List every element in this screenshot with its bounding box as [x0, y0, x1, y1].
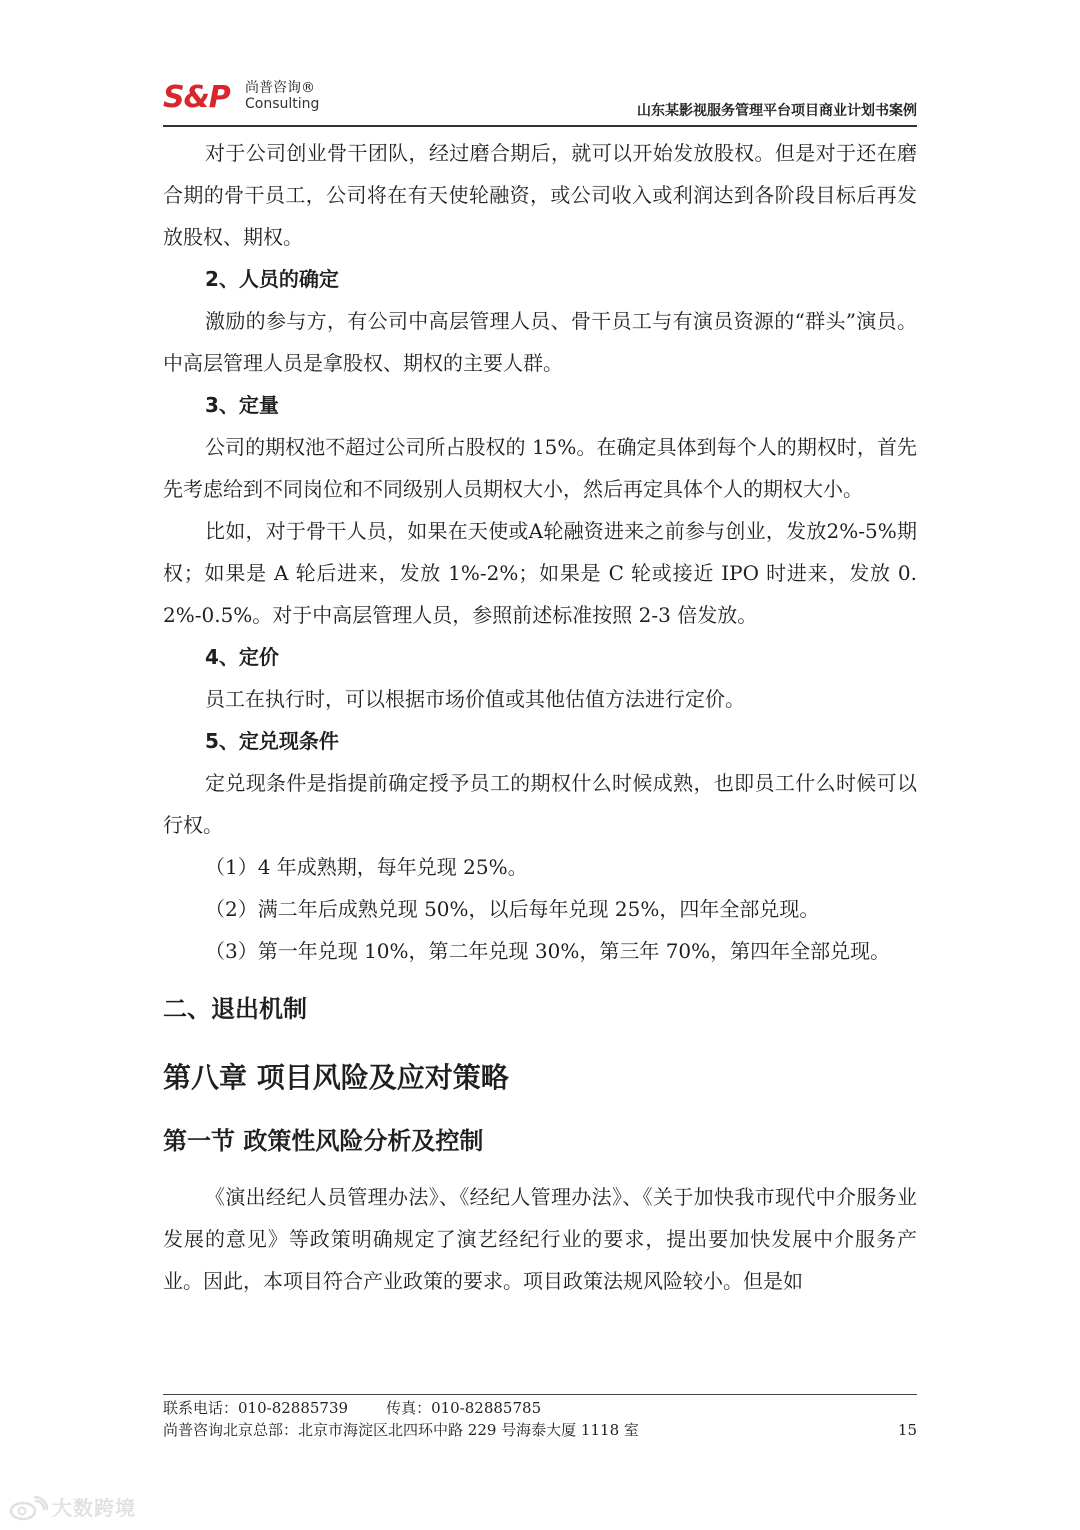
document-body	[163, 132, 917, 1302]
section-title: 第一节 政策性风险分析及控制	[163, 1127, 484, 1155]
list-item: （2）满二年后成熟兑现 50%，以后每年兑现 25%，四年全部兑现。	[205, 897, 820, 921]
list-item: （1）4 年成熟期，每年兑现 25%。	[205, 855, 528, 879]
paragraph-example: 比如，对于骨干人员，如果在天使或A轮融资进来之前参与创业，发放2%-5%期权；如果是 A 轮后进来，发放 1%-2%；如果是 C 轮或接近 IPO 时进来，发放 0.2%-0.5%。对于中高层管理人员，参照前述标准按照 2-3 倍发放。	[163, 519, 917, 627]
chapter-title: 第八章 项目风险及应对策略	[163, 1061, 509, 1094]
header-divider	[163, 125, 917, 127]
heading-vesting: 5、定兑现条件	[205, 729, 339, 753]
watermark-text: 大数跨境	[52, 1496, 136, 1520]
weibo-like-logo-icon	[8, 1495, 48, 1521]
paragraph-founding-team: 对于公司创业骨干团队，经过磨合期后，就可以开始发放股权。但是对于还在磨合期的骨干员工，公司将在有天使轮融资，或公司收入或利润达到各阶段目标后再发放股权、期权。	[163, 141, 917, 249]
list-item: （3）第一年兑现 10%，第二年兑现 30%，第三年 70%，第四年全部兑现。	[205, 939, 891, 963]
paragraph-policy: 《演出经纪人员管理办法》、《经纪人管理办法》、《关于加快我市现代中介服务业发展的意见》等政策明确规定了演艺经纪行业的要求，提出要加快发展中介服务产业。因此，本项目符合产业政策的要求。项目政策法规风险较小。但是如	[163, 1185, 917, 1293]
heading-quantity: 3、定量	[205, 393, 279, 417]
logo-english-name: Consulting	[245, 96, 320, 112]
logo-mark: S&P	[163, 80, 230, 115]
footer-contact	[163, 1398, 579, 1418]
footer-phone: 联系电话：010-82885739	[163, 1399, 349, 1417]
footer-divider	[163, 1394, 917, 1395]
logo-chinese-name: 尚普咨询®	[245, 80, 315, 96]
company-logo	[163, 78, 343, 118]
page-number: 15	[897, 1421, 917, 1439]
paragraph-vesting: 定兑现条件是指提前确定授予员工的期权什么时候成熟，也即员工什么时候可以行权。	[163, 771, 917, 837]
heading-exit-mechanism: 二、退出机制	[163, 995, 307, 1023]
page-header	[163, 76, 917, 126]
footer-address: 尚普咨询北京总部：北京市海淀区北四环中路 229 号海泰大厦 1118 室	[163, 1421, 639, 1439]
paragraph-option-pool: 公司的期权池不超过公司所占股权的 15%。在确定具体到每个人的期权时，首先先考虑给到不同岗位和不同级别人员期权大小，然后再定具体个人的期权大小。	[163, 435, 917, 501]
footer-fax: 传真：010-82885785	[386, 1399, 542, 1417]
paragraph-pricing: 员工在执行时，可以根据市场价值或其他估值方法进行定价。	[205, 687, 745, 711]
paragraph-participants: 激励的参与方，有公司中高层管理人员、骨干员工与有演员资源的“群头”演员。中高层管理人员是拿股权、期权的主要人群。	[163, 309, 917, 375]
watermark	[8, 1493, 168, 1523]
heading-price: 4、定价	[205, 645, 279, 669]
document-title: 山东某影视服务管理平台项目商业计划书案例	[637, 103, 917, 119]
heading-people: 2、人员的确定	[205, 267, 339, 291]
